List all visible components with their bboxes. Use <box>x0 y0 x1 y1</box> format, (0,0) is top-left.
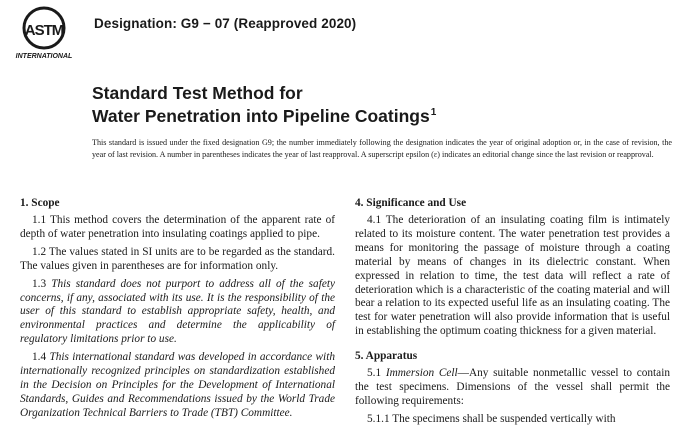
paragraph-1-3-number: 1.3 <box>32 277 47 290</box>
right-column <box>355 196 670 431</box>
issuance-notice: This standard is issued under the fixed designation G9; the number immediately following the designation indicates the year of original adoption or, in the case of revision, the year of last revision. A number in parentheses indicates the year of last reapproval. A superscript epsilon (ε) indicates an editorial change since the last revision or reapproval. <box>92 138 672 159</box>
title-line-2-text: Water Penetration into Pipeline Coatings <box>92 106 430 126</box>
paragraph-1-1: 1.1 This method covers the determination of the apparent rate of depth of water penetration into insulating coatings applied to pipe. <box>20 214 335 240</box>
paragraph-4-1: 4.1 The deterioration of an insulating coating film is intimately related to its moisture content. The water penetration test provides a means for monitoring the passage of moisture through a coating material by means of changes in its dielectric constant. When expressed in relation to time, the test data will reflect a rate of deterioration which is a characteristic of the coating material and will bear a relation to its expected useful life as an insulating coating. The test for water penetration will also provide information that is useful in establishing the optimum coating thickness for a given material. <box>355 214 670 338</box>
title-footnote-marker: 1 <box>430 107 437 118</box>
paragraph-5-1-number: 5.1 <box>367 367 382 380</box>
paragraph-5-1-text: —Any suitable nonmetallic vessel to contain the test specimens. Dimensions of the vessel shall permit the following requirements: <box>355 367 670 407</box>
astm-logo-emblem <box>24 8 64 48</box>
section-heading-significance: 4. Significance and Use <box>355 197 467 209</box>
astm-logo-subtext: INTERNATIONAL <box>15 53 73 60</box>
paragraph-1-2: 1.2 The values stated in SI units are to be regarded as the standard. The values given in parentheses are for information only. <box>20 245 335 272</box>
document-title <box>92 84 612 126</box>
section-heading-apparatus: 5. Apparatus <box>355 350 418 363</box>
paragraph-1-4-text: This international standard was developed in accordance with internationally recognized principles on standardization established in the Decision on Principles for the Development of International Standards, Guides and Recommendations issued by the World Trade Organization Technical Barriers to Trade (TBT) Committee. <box>20 351 335 419</box>
section-heading-scope: 1. Scope <box>20 197 60 209</box>
paragraph-5-1-1: 5.1.1 The specimens shall be suspended vertically with <box>367 412 616 425</box>
paragraph-1-3 <box>20 278 335 348</box>
left-column <box>20 196 335 425</box>
astm-logo-letters: ASTM <box>24 22 64 39</box>
designation-line: Designation: G9 − 07 (Reapproved 2020) <box>94 16 357 31</box>
paragraph-1-4 <box>20 351 335 421</box>
astm-logo <box>8 6 86 60</box>
title-line-2 <box>92 103 612 126</box>
paragraph-5-1 <box>355 367 670 409</box>
paragraph-1-3-text: This standard does not purport to address all of the safety concerns, if any, associated with its use. It is the responsibility of the user of this standard to establish appropriate safety, health, and environmental practices and determine the applicability of regulatory limitations prior to use. <box>20 277 335 346</box>
title-line-1: Standard Test Method for <box>92 83 303 103</box>
paragraph-5-1-term: Immersion Cell <box>385 367 458 380</box>
paragraph-1-4-number: 1.4 <box>32 351 47 364</box>
